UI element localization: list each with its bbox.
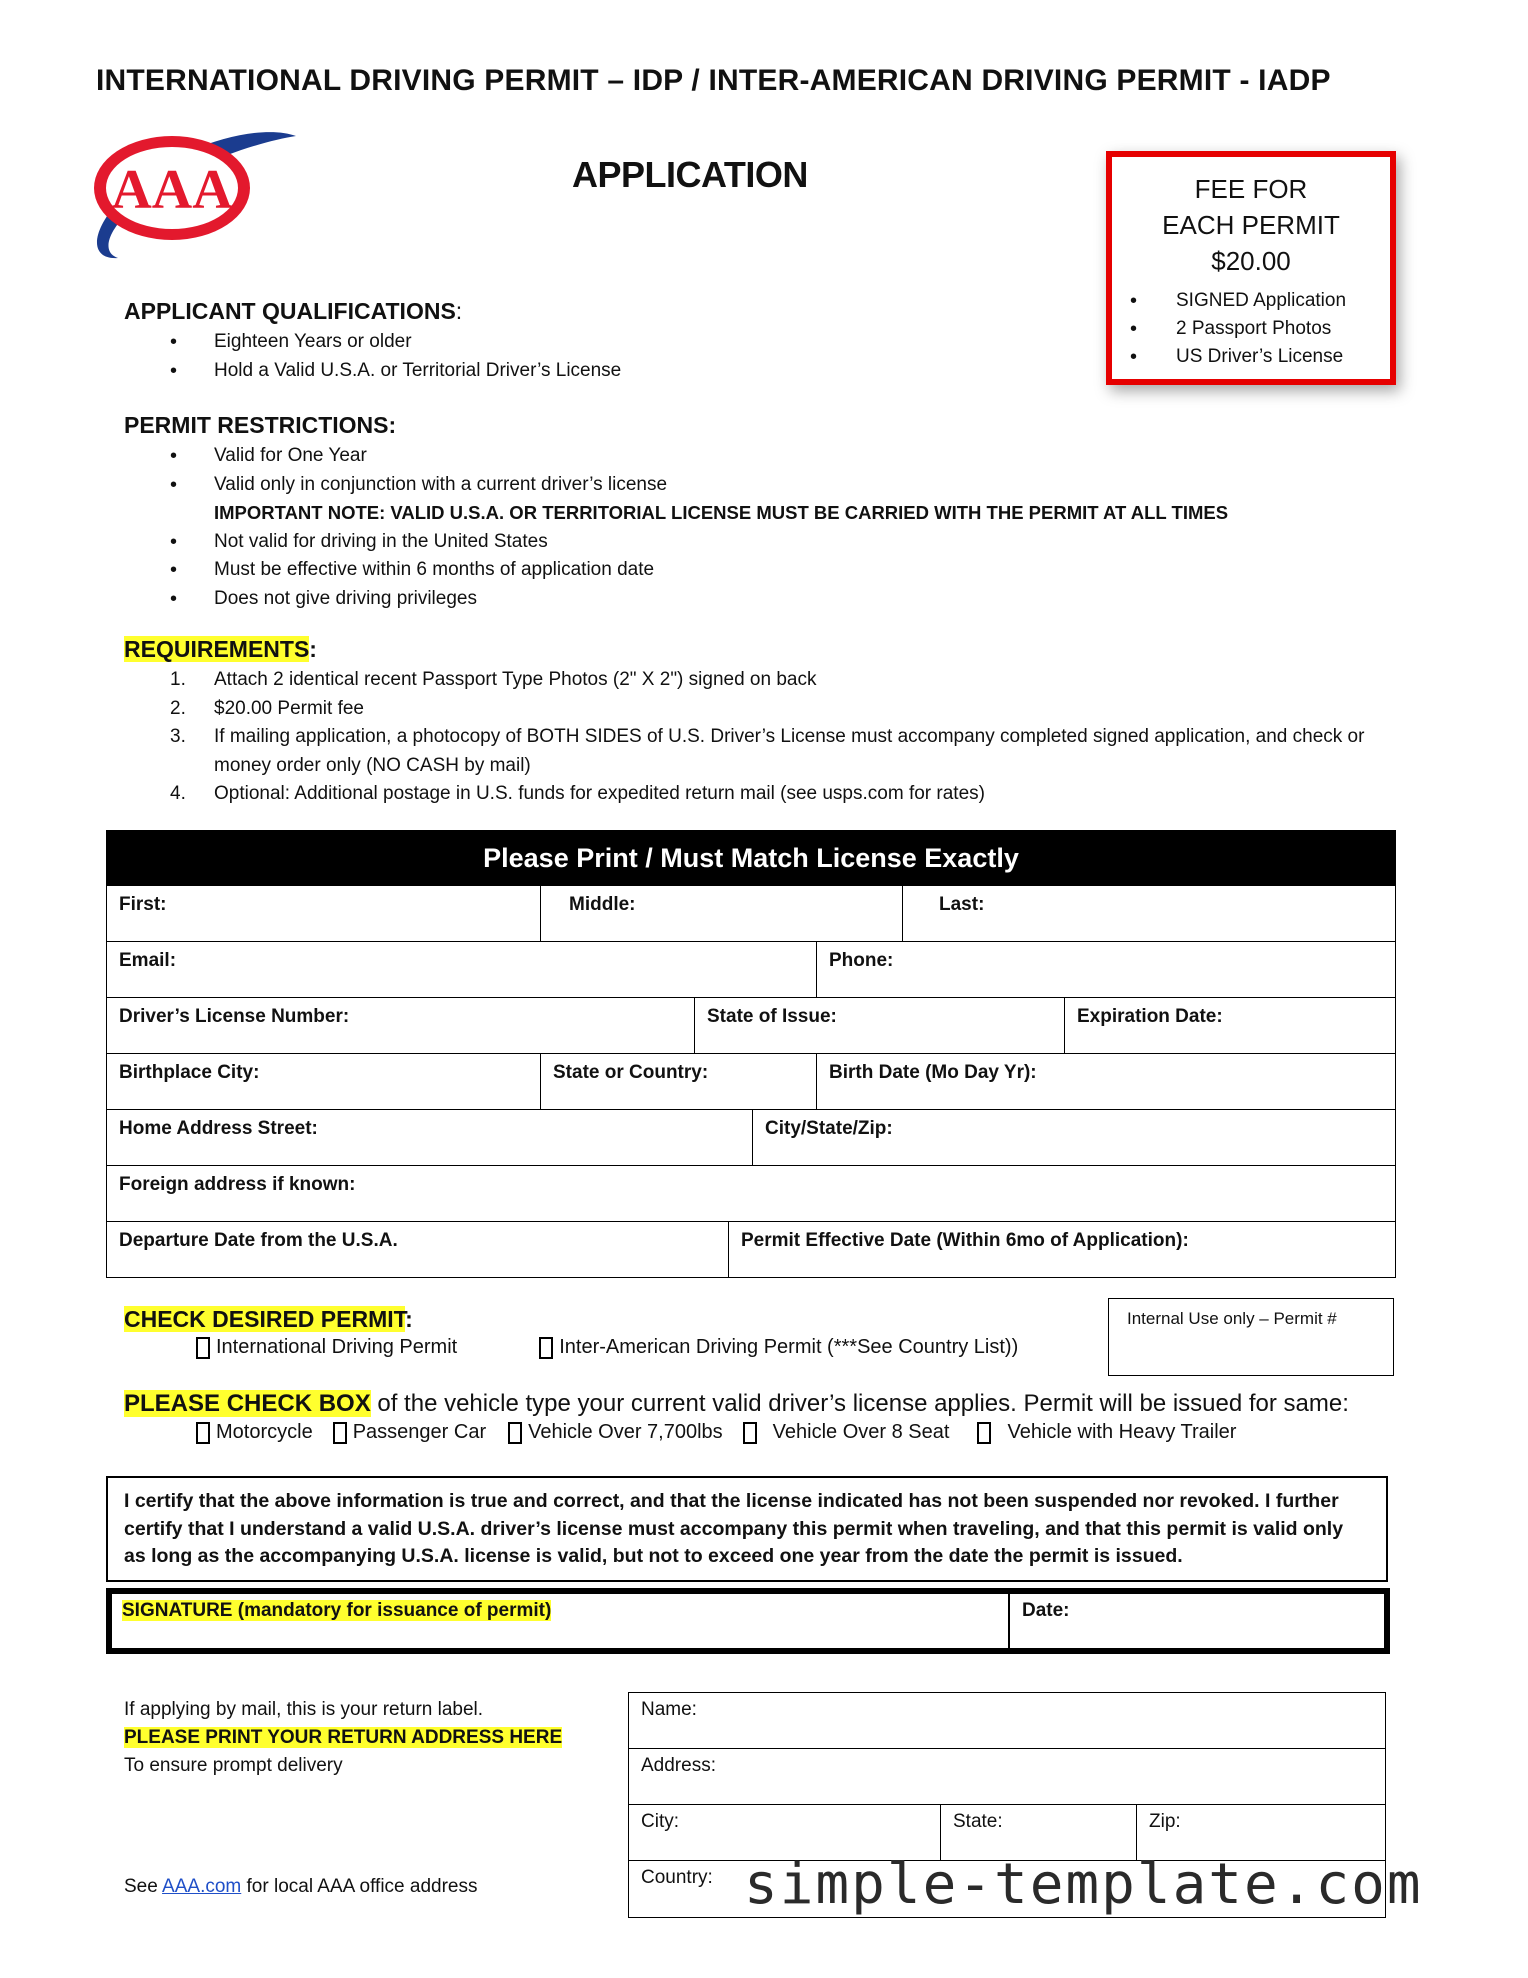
checkbox[interactable]: [196, 1422, 210, 1444]
aaa-logo: [78, 128, 298, 264]
document-title: INTERNATIONAL DRIVING PERMIT – IDP / INTER-AMERICAN DRIVING PERMIT - IADP: [96, 64, 1331, 97]
form-row-license: [106, 998, 1396, 1054]
return-label-instructions: [124, 1696, 562, 1780]
requirements-list: [124, 666, 1394, 809]
return-row-address: [629, 1749, 1385, 1805]
vehicle-over-seats-option[interactable]: [743, 1421, 950, 1444]
requirements-title: REQUIREMENTS:: [124, 636, 317, 662]
option-label: Passenger Car: [352, 1421, 487, 1443]
list-item: 1. Attach 2 identical recent Passport Type Photos (2" X 2") signed on back: [170, 669, 817, 690]
checkbox[interactable]: [743, 1422, 757, 1444]
vehicle-type-title: PLEASE CHECK BOX of the vehicle type your current valid driver’s license applies. Permit will be issued for same:: [124, 1390, 1349, 1417]
form-row-contact: [106, 942, 1396, 998]
checkbox[interactable]: [539, 1337, 553, 1359]
phone-field[interactable]: Phone:: [829, 950, 894, 971]
city-state-zip-field[interactable]: City/State/Zip:: [765, 1118, 893, 1139]
instruction-line: PLEASE PRINT YOUR RETURN ADDRESS HERE: [124, 1727, 563, 1748]
idp-option[interactable]: [196, 1336, 457, 1359]
qualifications-list: [124, 328, 621, 385]
return-row-name: [629, 1693, 1385, 1749]
restrictions-title: PERMIT RESTRICTIONS:: [124, 412, 397, 438]
signature-label: SIGNATURE (mandatory for issuance of permit): [122, 1600, 552, 1621]
return-zip-field[interactable]: Zip:: [1149, 1811, 1181, 1832]
vehicle-over-weight-option[interactable]: [508, 1421, 723, 1444]
form-row-dates: [106, 1222, 1396, 1278]
list-item: • Must be effective within 6 months of application date: [124, 556, 1228, 585]
aaa-link[interactable]: AAA.com: [162, 1876, 242, 1897]
option-label: International Driving Permit: [216, 1336, 458, 1358]
checkbox[interactable]: [508, 1422, 522, 1444]
return-state-field[interactable]: State:: [941, 1805, 1137, 1860]
return-country-field[interactable]: Country:: [641, 1867, 713, 1888]
fee-item: • 2 Passport Photos: [1112, 315, 1390, 343]
form-row-address: [106, 1110, 1396, 1166]
license-number-field[interactable]: Driver’s License Number:: [107, 998, 695, 1053]
motorcycle-option[interactable]: [196, 1421, 313, 1444]
qualifications-title: APPLICANT QUALIFICATIONS:: [124, 298, 463, 324]
option-label: Vehicle with Heavy Trailer: [1007, 1421, 1237, 1443]
list-item: • Valid for One Year: [124, 442, 1228, 471]
effective-date-field[interactable]: Permit Effective Date (Within 6mo of Application):: [741, 1230, 1189, 1251]
applicant-form: [106, 830, 1396, 1278]
instruction-line: To ensure prompt delivery: [124, 1755, 343, 1776]
application-title: APPLICATION: [572, 154, 808, 195]
vehicle-options: [196, 1421, 1236, 1444]
middle-name-field[interactable]: Middle:: [541, 886, 903, 941]
fee-item: • SIGNED Application: [1112, 287, 1390, 315]
internal-use-box: Internal Use only – Permit #: [1108, 1298, 1394, 1376]
state-of-issue-field[interactable]: State of Issue:: [695, 998, 1065, 1053]
return-city-field[interactable]: City:: [629, 1805, 941, 1860]
heavy-trailer-option[interactable]: [977, 1421, 1236, 1444]
list-item: 3. If mailing application, a photocopy of BOTH SIDES of U.S. Driver’s License must accompany completed signed application, and check or money order only (NO CASH by mail): [170, 726, 1365, 776]
return-name-field[interactable]: Name:: [641, 1699, 697, 1720]
logo-text: AAA: [111, 159, 233, 221]
state-or-country-field[interactable]: State or Country:: [541, 1054, 817, 1109]
option-label: Inter-American Driving Permit (***See Country List)): [559, 1336, 1019, 1358]
return-address-field[interactable]: Address:: [641, 1755, 716, 1776]
certification-text: I certify that the above information is true and correct, and that the license indicated has not been suspended nor revoked. I further certify that I understand a valid U.S.A. driver’s license must accompany this permit when traveling, and that this permit is valid only as long as the accompanying U.S.A. license is valid, but not to exceed one year from the date the permit is issued.: [106, 1476, 1388, 1582]
email-field[interactable]: Email:: [107, 942, 817, 997]
birthplace-city-field[interactable]: Birthplace City:: [107, 1054, 541, 1109]
list-item: 2. $20.00 Permit fee: [170, 697, 364, 719]
restrictions-list: [124, 442, 1228, 613]
signature-row: [106, 1588, 1390, 1654]
permit-options: [196, 1336, 1018, 1359]
option-label: Vehicle Over 7,700lbs: [528, 1421, 723, 1443]
last-name-field[interactable]: Last:: [939, 894, 985, 915]
form-row-birth: [106, 1054, 1396, 1110]
footer-note: See AAA.com for local AAA office address: [124, 1876, 478, 1897]
fee-box: [1106, 151, 1396, 385]
list-item: • Valid only in conjunction with a current driver’s license: [124, 471, 1228, 500]
signature-date-field[interactable]: Date:: [1022, 1600, 1070, 1621]
departure-date-field[interactable]: Departure Date from the U.S.A.: [107, 1222, 729, 1277]
list-item: • Not valid for driving in the United States: [124, 528, 1228, 557]
list-item: • Does not give driving privileges: [124, 585, 1228, 614]
option-label: Vehicle Over 8 Seat: [772, 1421, 950, 1443]
list-item: 4. Optional: Additional postage in U.S. funds for expedited return mail (see usps.com for rates): [170, 783, 985, 804]
signature-field[interactable]: [112, 1594, 1010, 1648]
fee-item: • US Driver’s License: [1112, 343, 1390, 371]
watermark: simple-template.com: [744, 1852, 1423, 1917]
foreign-address-field[interactable]: Foreign address if known:: [119, 1174, 356, 1195]
fee-line-2: EACH PERMIT: [1162, 210, 1340, 240]
important-note: IMPORTANT NOTE: VALID U.S.A. OR TERRITORIAL LICENSE MUST BE CARRIED WITH THE PERMIT AT ALL TIMES: [214, 502, 1229, 523]
iadp-option[interactable]: [539, 1336, 1018, 1359]
instruction-line: If applying by mail, this is your return label.: [124, 1699, 484, 1720]
fee-amount: $20.00: [1211, 246, 1291, 276]
checkbox[interactable]: [333, 1422, 347, 1444]
list-item: • Hold a Valid U.S.A. or Territorial Driver’s License: [124, 357, 621, 386]
form-row-name: [106, 886, 1396, 942]
option-label: Motorcycle: [216, 1421, 313, 1443]
checkbox[interactable]: [196, 1337, 210, 1359]
check-permit-title: CHECK DESIRED PERMIT:: [124, 1306, 413, 1332]
fee-requirements-list: [1112, 287, 1390, 371]
birth-date-field[interactable]: Birth Date (Mo Day Yr):: [829, 1062, 1037, 1083]
passenger-car-option[interactable]: [333, 1421, 486, 1444]
fee-line-1: FEE FOR: [1194, 174, 1308, 204]
expiration-date-field[interactable]: Expiration Date:: [1077, 1006, 1223, 1027]
list-item: • Eighteen Years or older: [124, 328, 621, 357]
form-row-foreign: [106, 1166, 1396, 1222]
form-header: Please Print / Must Match License Exactly: [106, 830, 1396, 886]
checkbox[interactable]: [977, 1422, 991, 1444]
home-street-field[interactable]: Home Address Street:: [107, 1110, 753, 1165]
first-name-field[interactable]: First:: [107, 886, 541, 941]
